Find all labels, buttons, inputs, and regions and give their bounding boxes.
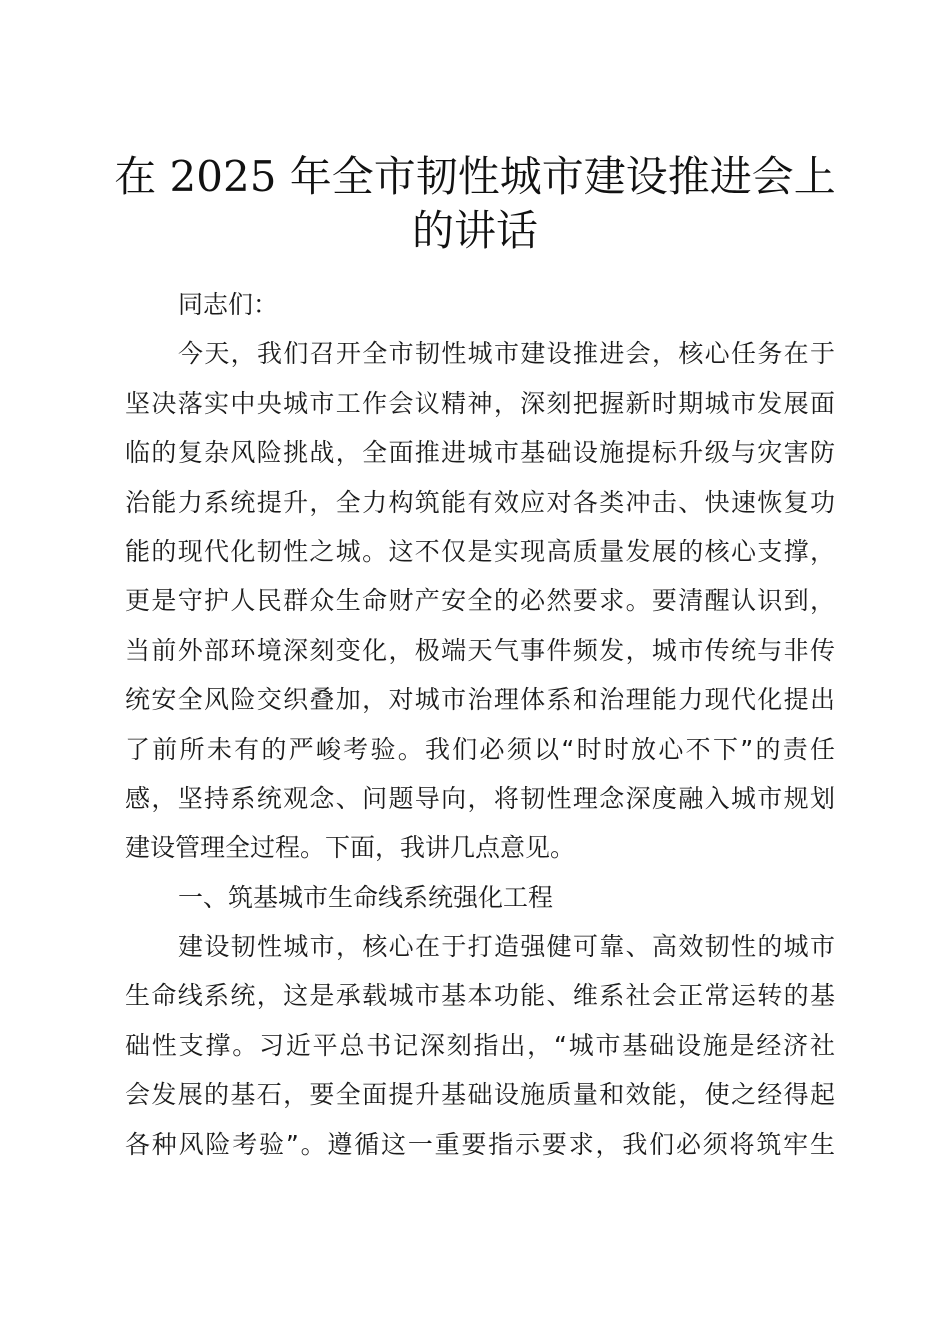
title-line: 在 2025 年全市韧性城市建设推进会上 bbox=[114, 152, 836, 201]
paragraph-line: 础性支撑。习近平总书记深刻指出，“城市基础设施是经济社 bbox=[125, 1030, 835, 1060]
paragraph-line: 了前所未有的严峻考验。我们必须以“时时放心不下”的责任 bbox=[125, 734, 835, 764]
paragraph-line: 感，坚持系统观念、问题导向，将韧性理念深度融入城市规划 bbox=[125, 783, 835, 813]
section-heading: 一、筑基城市生命线系统强化工程 bbox=[178, 882, 554, 912]
paragraph-line: 治能力系统提升，全力构筑能有效应对各类冲击、快速恢复功 bbox=[125, 487, 835, 517]
paragraph-line: 今天，我们召开全市韧性城市建设推进会，核心任务在于 bbox=[178, 339, 835, 369]
document-title bbox=[110, 150, 840, 258]
paragraph-line: 能的现代化韧性之城。这不仅是实现高质量发展的核心支撑， bbox=[125, 536, 835, 566]
paragraph-line: 建设韧性城市，核心在于打造强健可靠、高效韧性的城市 bbox=[178, 932, 835, 962]
paragraph-line: 更是守护人民群众生命财产安全的必然要求。要清醒认识到， bbox=[125, 586, 835, 616]
paragraph-line: 各种风险考验”。遵循这一重要指示要求，我们必须将筑牢生 bbox=[125, 1129, 835, 1159]
paragraph-line: 生命线系统，这是承载城市基本功能、维系社会正常运转的基 bbox=[125, 981, 835, 1011]
paragraph-line: 临的复杂风险挑战，全面推进城市基础设施提标升级与灾害防 bbox=[125, 438, 835, 468]
paragraph-line: 统安全风险交织叠加，对城市治理体系和治理能力现代化提出 bbox=[125, 685, 835, 715]
paragraph-line: 坚决落实中央城市工作会议精神，深刻把握新时期城市发展面 bbox=[125, 388, 835, 418]
paragraph-line: 会发展的基石，要全面提升基础设施质量和效能，使之经得起 bbox=[125, 1080, 835, 1110]
paragraph-line: 建设管理全过程。下面，我讲几点意见。 bbox=[125, 833, 576, 863]
paragraph-line: 当前外部环境深刻变化，极端天气事件频发，城市传统与非传 bbox=[125, 635, 835, 665]
salutation: 同志们： bbox=[178, 290, 279, 319]
document-body bbox=[125, 280, 835, 1169]
title-line: 的讲话 bbox=[411, 206, 538, 255]
